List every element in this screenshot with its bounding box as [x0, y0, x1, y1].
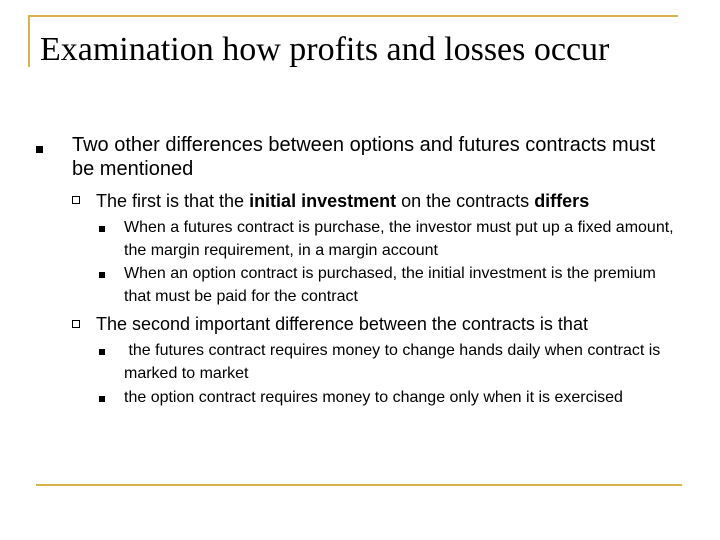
hollow-square-bullet-icon [72, 196, 80, 204]
small-square-bullet-icon [99, 396, 105, 402]
small-square-bullet-icon [99, 272, 105, 278]
frame-top-line [28, 15, 678, 17]
slide-title: Examination how profits and losses occur [40, 31, 610, 68]
small-square-bullet-icon [99, 226, 105, 232]
frame-bottom-line [36, 484, 682, 486]
sub-bullet-first-bold-2: differs [534, 191, 590, 211]
square-bullet-icon [36, 146, 43, 153]
sub-item-option-exercise: the option contract requires money to change only when it is exercised [124, 389, 623, 406]
hollow-square-bullet-icon [72, 320, 80, 328]
sub-item-futures-margin: When a futures contract is purchase, the investor must put up a fixed amount, the margin requirement, in a margin account [124, 219, 674, 259]
small-square-bullet-icon [99, 349, 105, 355]
sub-bullet-first-prefix: The first is that the [96, 191, 250, 211]
sub-bullet-second: The second important difference between the contracts is that [96, 314, 588, 334]
sub-bullet-first [96, 190, 589, 212]
sub-item-option-premium: When an option contract is purchased, the initial investment is the premium that must be paid for the contract [124, 265, 656, 305]
sub-item-futures-daily: the futures contract requires money to change hands daily when contract is marked to market [124, 342, 665, 382]
frame-left-line [28, 15, 30, 67]
sub-bullet-first-bold-1: initial investment [249, 191, 397, 211]
bullet-main: Two other differences between options and futures contracts must be mentioned [72, 134, 656, 180]
sub-bullet-first-middle: on the contracts [396, 191, 535, 211]
